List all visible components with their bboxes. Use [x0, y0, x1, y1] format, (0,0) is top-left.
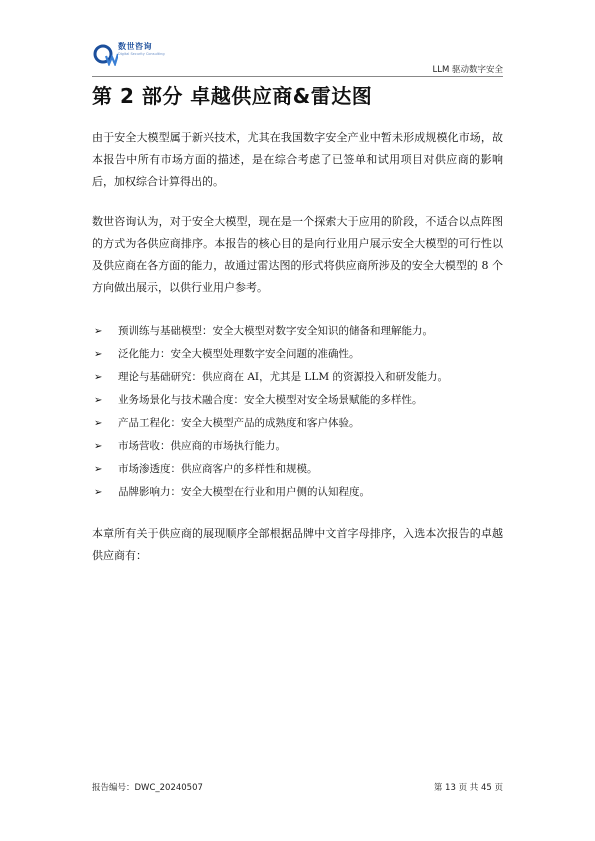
arrow-bullet-icon: ➢	[94, 395, 103, 406]
header-divider	[92, 76, 503, 77]
list-item: ➢ 预训练与基础模型：安全大模型对数字安全知识的储备和理解能力。	[92, 320, 503, 343]
logo-name: 数世咨询	[118, 42, 152, 51]
arrow-bullet-icon: ➢	[94, 418, 103, 429]
arrow-bullet-icon: ➢	[94, 487, 103, 498]
arrow-bullet-icon: ➢	[94, 372, 103, 383]
paragraph-intro: 由于安全大模型属于新兴技术，尤其在我国数字安全产业中暂未形成规模化市场，故本报告中所有市场方面的描述，是在综合考虑了已签单和试用项目对供应商的影响后，加权综合计算得出的。	[92, 131, 503, 188]
list-item: ➢ 品牌影响力：安全大模型在行业和用户侧的认知程度。	[92, 481, 503, 504]
list-item: ➢ 产品工程化：安全大模型产品的成熟度和客户体验。	[92, 412, 503, 435]
report-number: 报告编号：DWC_20240507	[92, 783, 203, 793]
list-item: ➢ 市场营收：供应商的市场执行能力。	[92, 435, 503, 458]
list-item: ➢ 泛化能力：安全大模型处理数字安全问题的准确性。	[92, 343, 503, 366]
list-item: ➢ 理论与基础研究：供应商在 AI，尤其是 LLM 的资源投入和研发能力。	[92, 366, 503, 389]
section-title: 第 2 部分 卓越供应商&雷达图	[92, 84, 373, 108]
paragraph-vendor-order: 本章所有关于供应商的展现顺序全部根据品牌中文首字母排序，入选本次报告的卓越供应商有：	[92, 527, 503, 562]
arrow-bullet-icon: ➢	[94, 441, 103, 452]
paragraph-approach: 数世咨询认为，对于安全大模型，现在是一个探索大于应用的阶段，不适合以点阵图的方式为各供应商排序。本报告的核心目的是向行业用户展示安全大模型的可行性以及供应商在各方面的能力，故通过雷达图的形式将供应商所涉及的安全大模型的 8 个方向做出展示，以供行业用户参考。	[92, 215, 503, 294]
criteria-list	[92, 320, 503, 504]
arrow-bullet-icon: ➢	[94, 326, 103, 337]
logo-mark-icon	[92, 40, 118, 66]
list-item: ➢ 业务场景化与技术融合度：安全大模型对安全场景赋能的多样性。	[92, 389, 503, 412]
arrow-bullet-icon: ➢	[94, 464, 103, 475]
company-logo	[92, 38, 165, 70]
arrow-bullet-icon: ➢	[94, 349, 103, 360]
document-title: LLM 驱动数字安全	[432, 65, 503, 75]
logo-subtitle: Digital Security Consulting	[118, 52, 165, 56]
list-item: ➢ 市场渗透度：供应商客户的多样性和规模。	[92, 458, 503, 481]
page-number: 第 13 页 共 45 页	[433, 783, 503, 793]
